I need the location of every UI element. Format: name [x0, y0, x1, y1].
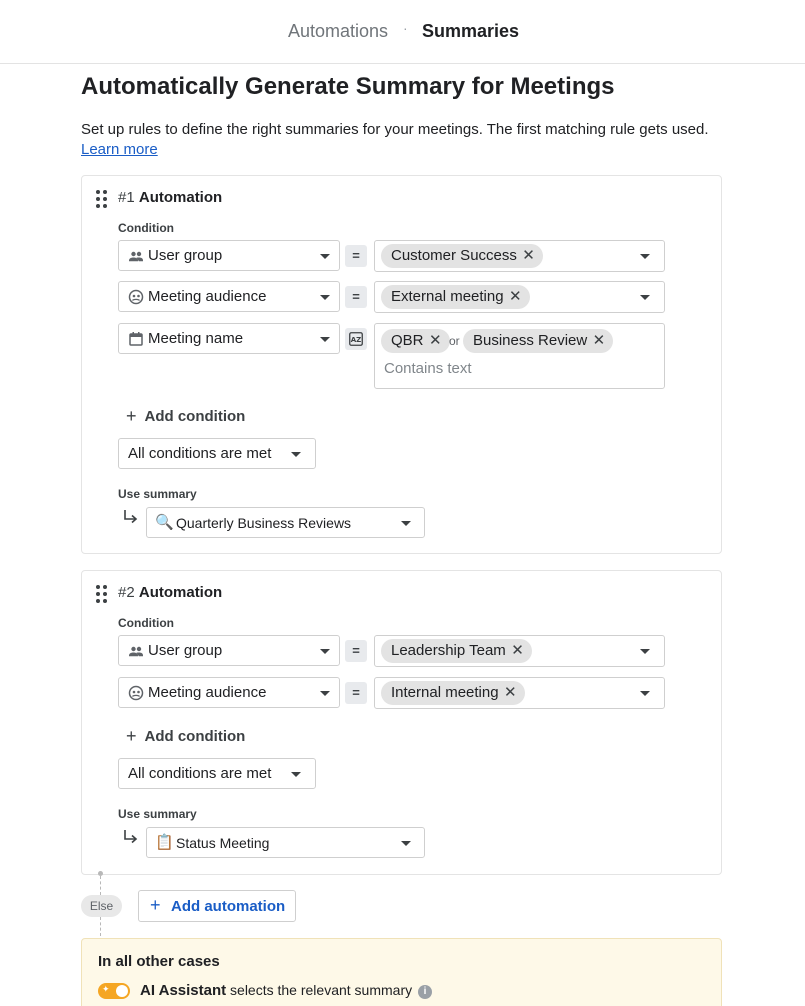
condition-label: Condition [118, 221, 174, 235]
summary-select[interactable]: 🔍 Quarterly Business Reviews [146, 507, 425, 538]
page-description [81, 120, 721, 160]
add-automation-button[interactable]: + Add automation [138, 890, 296, 922]
chevron-down-icon [640, 295, 650, 300]
summary-select[interactable]: 📋 Status Meeting [146, 827, 425, 858]
operator-equals: = [345, 640, 367, 662]
chevron-down-icon [291, 452, 301, 457]
people-icon [128, 643, 144, 659]
svg-text:AZ: AZ [350, 336, 362, 344]
other-cases-panel [81, 938, 722, 1006]
return-arrow-icon [122, 828, 140, 846]
operator-equals: = [345, 682, 367, 704]
remove-chip-icon[interactable]: ✕ [592, 332, 606, 349]
contains-text-input[interactable] [374, 323, 665, 389]
use-summary-label: Use summary [118, 487, 197, 501]
toggle-knob [116, 985, 128, 997]
add-condition-button[interactable]: + Add condition [126, 406, 246, 426]
ai-assistant-name: AI Assistant [140, 982, 227, 999]
remove-chip-icon[interactable]: ✕ [522, 247, 535, 264]
plus-icon: + [126, 726, 137, 746]
value-chip: Business Review ✕ [463, 329, 613, 353]
automation-title: #1 Automation [118, 189, 223, 206]
chevron-down-icon [320, 691, 330, 696]
top-bar [0, 0, 805, 64]
value-chip: Customer Success ✕ [381, 244, 543, 268]
value-chip: Leadership Team ✕ [381, 639, 532, 663]
globe-icon [128, 289, 144, 305]
summary-emoji: 📋 [155, 834, 174, 851]
match-mode-select[interactable]: All conditions are met [118, 438, 316, 469]
plus-icon: + [126, 406, 137, 426]
chevron-down-icon [640, 691, 650, 696]
condition-value-select[interactable] [374, 677, 665, 709]
globe-icon [128, 685, 144, 701]
remove-chip-icon[interactable]: ✕ [504, 684, 517, 701]
automation-card-2 [81, 570, 722, 875]
page-title: Automatically Generate Summary for Meetings [81, 73, 615, 100]
ai-assistant-text [140, 982, 412, 999]
condition-label: Condition [118, 616, 174, 630]
remove-chip-icon[interactable]: ✕ [508, 288, 522, 305]
chevron-down-icon [401, 841, 411, 846]
add-condition-button[interactable]: + Add condition [126, 726, 246, 746]
chevron-down-icon [320, 337, 330, 342]
match-mode-select[interactable]: All conditions are met [118, 758, 316, 789]
chevron-down-icon [320, 295, 330, 300]
remove-chip-icon[interactable]: ✕ [511, 642, 524, 659]
condition-value-select[interactable] [374, 635, 665, 667]
automation-card-1 [81, 175, 722, 554]
condition-field-select[interactable]: User group [118, 635, 340, 666]
value-chip: Internal meeting ✕ [381, 681, 525, 705]
drag-handle-icon[interactable] [94, 585, 110, 603]
chevron-down-icon [640, 649, 650, 654]
automation-title: #2 Automation [118, 584, 223, 601]
learn-more-link[interactable]: Learn more [81, 141, 158, 158]
people-icon [128, 248, 144, 264]
return-arrow-icon [122, 508, 140, 526]
chevron-down-icon [640, 254, 650, 259]
value-chip: External meeting ✕ [381, 285, 530, 309]
calendar-icon [128, 331, 144, 347]
use-summary-label: Use summary [118, 807, 197, 821]
sparkle-icon: ✦ [102, 984, 110, 994]
chevron-down-icon [320, 254, 330, 259]
condition-value-select[interactable] [374, 240, 665, 272]
value-chip: QBR ✕ [381, 329, 450, 353]
else-badge: Else [81, 895, 122, 917]
chevron-down-icon [320, 649, 330, 654]
remove-chip-icon[interactable]: ✕ [428, 332, 442, 349]
text-match-icon [345, 328, 367, 350]
drag-handle-icon[interactable] [94, 190, 110, 208]
connector-line [100, 917, 101, 936]
condition-field-select[interactable]: User group [118, 240, 340, 271]
ai-assistant-description: selects the relevant summary [230, 982, 413, 998]
condition-value-select[interactable] [374, 281, 665, 313]
operator-equals: = [345, 245, 367, 267]
chevron-down-icon [401, 521, 411, 526]
plus-icon: + [150, 895, 161, 915]
condition-field-select[interactable]: Meeting name [118, 323, 340, 354]
breadcrumb-summaries: Summaries [422, 21, 520, 41]
operator-equals: = [345, 286, 367, 308]
contains-text-placeholder: Contains text [384, 360, 472, 377]
breadcrumb-separator: · [403, 20, 408, 36]
info-icon[interactable]: i [418, 985, 432, 999]
breadcrumb-automations[interactable]: Automations [288, 21, 389, 41]
condition-field-select[interactable]: Meeting audience [118, 281, 340, 312]
description-text: Set up rules to define the right summaries for your meetings. The first matching rule gets used. [81, 121, 709, 138]
condition-field-select[interactable]: Meeting audience [118, 677, 340, 708]
ai-assistant-toggle[interactable] [98, 983, 130, 999]
connector-line [100, 876, 101, 895]
other-cases-title: In all other cases [98, 953, 220, 970]
or-separator: or [449, 334, 460, 348]
chevron-down-icon [291, 772, 301, 777]
summary-emoji: 🔍 [155, 514, 174, 531]
